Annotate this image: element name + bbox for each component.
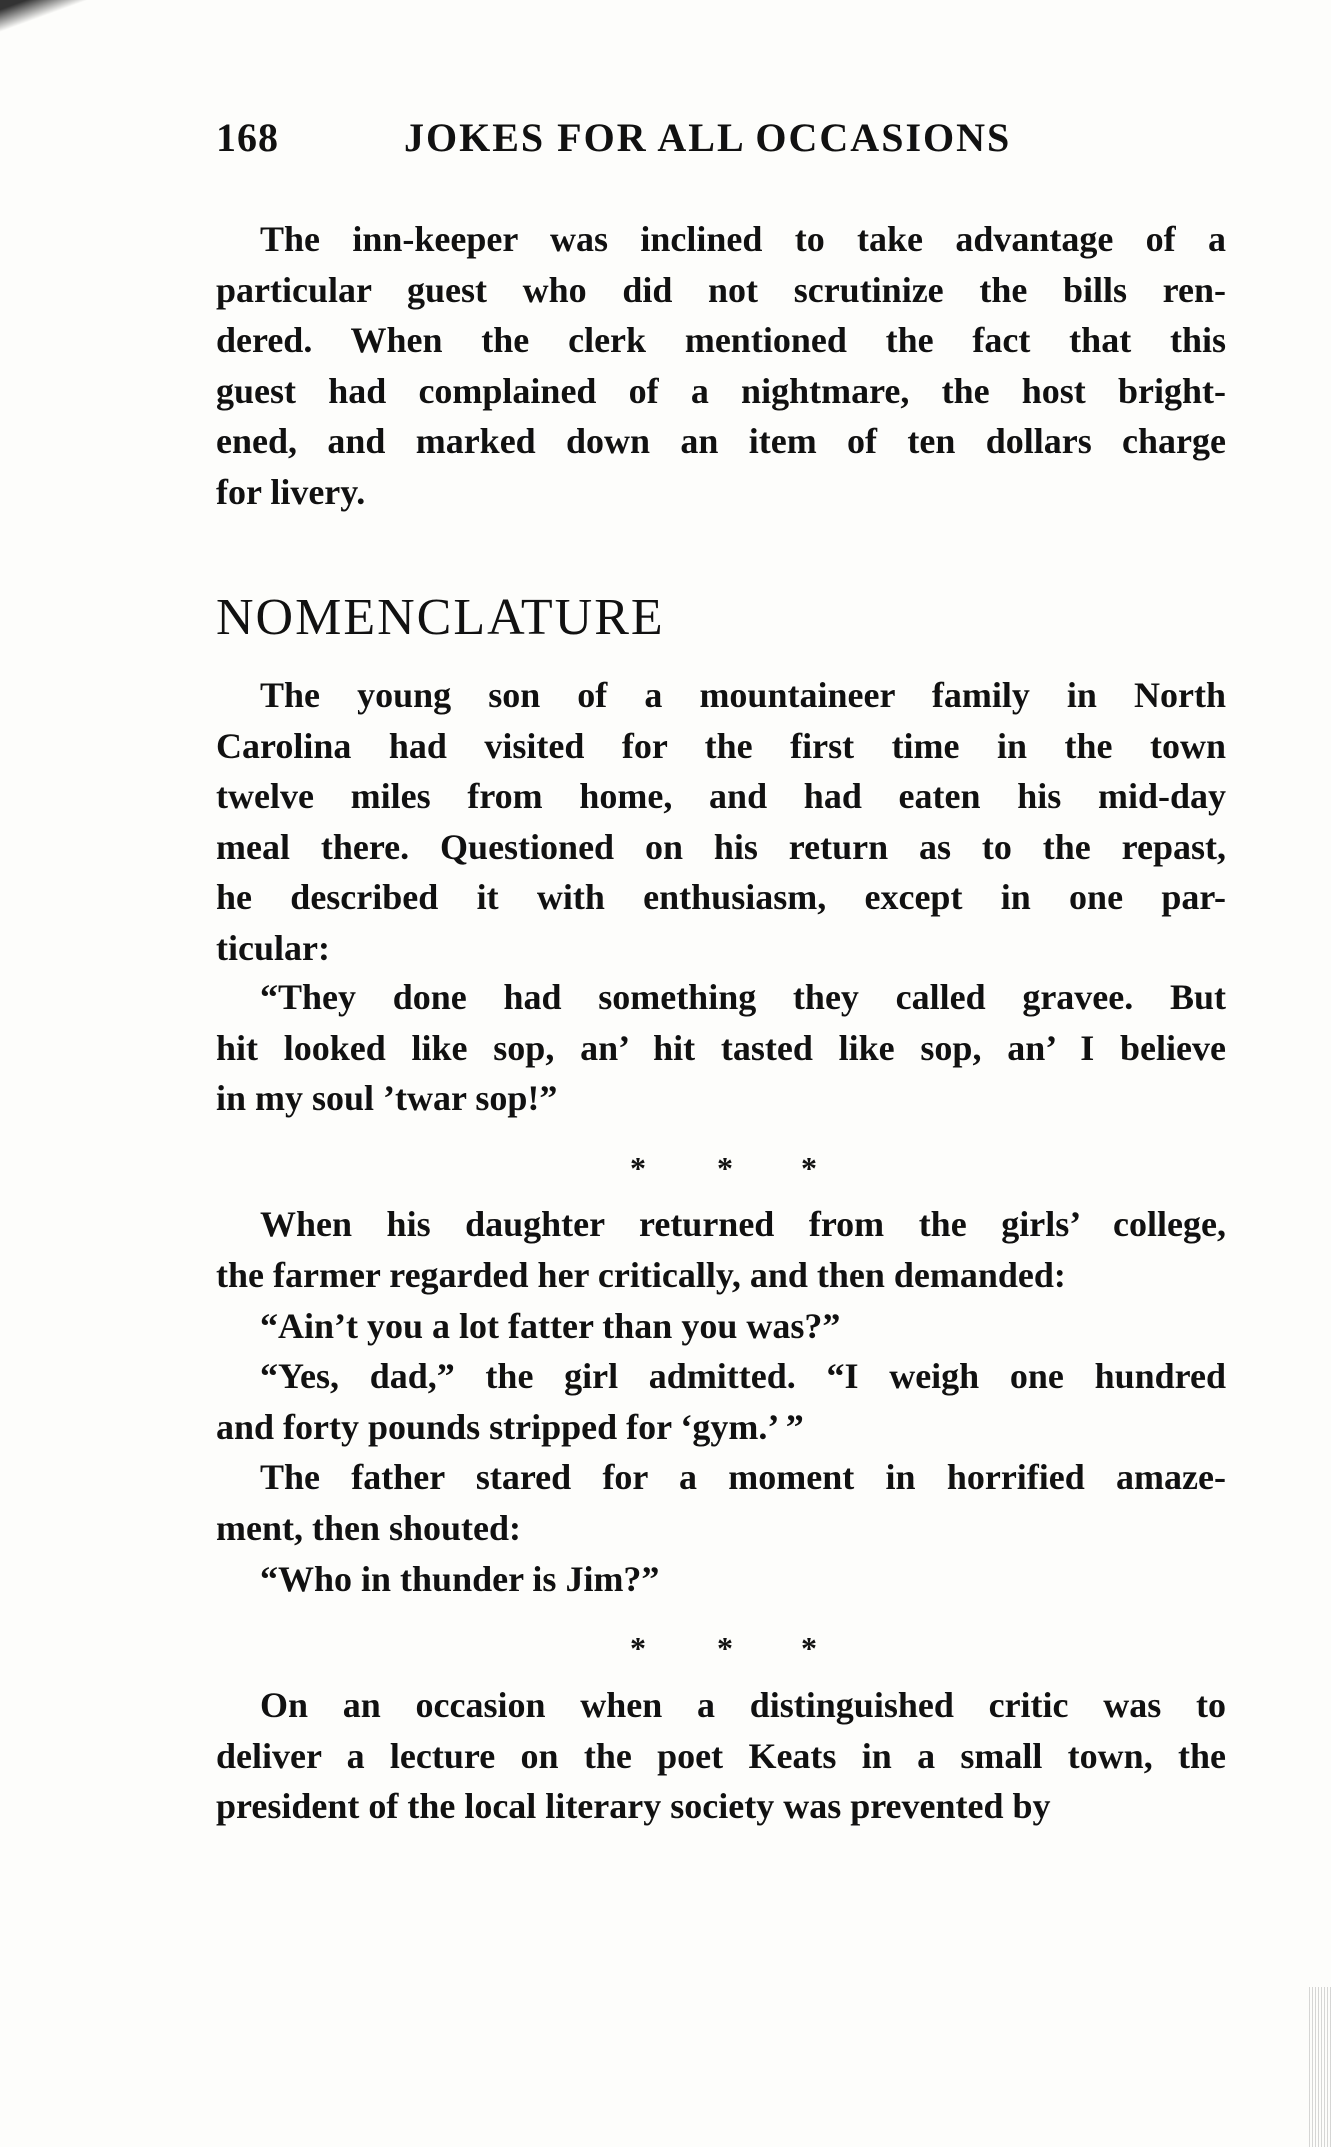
- text-line: The father stared for a moment in horrified amaze-: [260, 1457, 1226, 1497]
- text-line: the farmer regarded her critically, and then demanded:: [216, 1254, 1066, 1295]
- section-heading: NOMENCLATURE: [216, 589, 665, 646]
- page-number: 168: [216, 115, 279, 160]
- text-line: The inn-keeper was inclined to take advantage of a: [260, 219, 1226, 259]
- running-title: JOKES FOR ALL OCCASIONS: [404, 115, 1012, 160]
- text-line: and forty pounds stripped for ‘gym.’ ”: [216, 1406, 804, 1447]
- text-line: ticular:: [216, 927, 330, 968]
- text-line: deliver a lecture on the poet Keats in a small town, the: [216, 1735, 1226, 1776]
- text-line: “Yes, dad,” the girl admitted. “I weigh one hundred: [260, 1356, 1226, 1396]
- text-line: The young son of a mountaineer family in North: [260, 675, 1226, 715]
- text-line: ment, then shouted:: [216, 1507, 522, 1548]
- text-line: dered. When the clerk mentioned the fact that this: [216, 320, 1226, 360]
- separator-star: *: [717, 1630, 733, 1666]
- text-line: “They done had something they called gravee. But: [260, 977, 1226, 1017]
- text-line: On an occasion when a distinguished critic was to: [260, 1685, 1226, 1725]
- separator-star: *: [801, 1630, 817, 1666]
- text-line: he described it with enthusiasm, except in one par-: [216, 877, 1226, 917]
- text-line: “Who in thunder is Jim?”: [260, 1559, 660, 1599]
- separator-star: *: [801, 1150, 817, 1186]
- text-line: meal there. Questioned on his return as to the repast,: [216, 826, 1226, 867]
- scan-shadow: [0, 0, 110, 40]
- page-edge: [1309, 1987, 1331, 2147]
- text-line: in my soul ’twar sop!”: [216, 1078, 558, 1118]
- text-line: When his daughter returned from the girls’ college,: [260, 1204, 1226, 1244]
- text-line: twelve miles from home, and had eaten his mid-day: [216, 776, 1226, 816]
- text-line: guest had complained of a nightmare, the host bright-: [216, 370, 1226, 411]
- text-line: president of the local literary society was prevented by: [216, 1786, 1051, 1826]
- text-line: hit looked like sop, an’ hit tasted like sop, an’ I believe: [216, 1027, 1226, 1068]
- text-line: particular guest who did not scrutinize the bills ren-: [216, 269, 1226, 310]
- separator-star: *: [717, 1150, 733, 1186]
- text-line: ened, and marked down an item of ten dollars charge: [216, 421, 1226, 461]
- separator-star: *: [630, 1630, 646, 1666]
- text-line: Carolina had visited for the first time in the town: [216, 725, 1226, 766]
- separator-star: *: [630, 1150, 646, 1186]
- text-line: “Ain’t you a lot fatter than you was?”: [260, 1306, 841, 1346]
- text-line: for livery.: [216, 471, 366, 512]
